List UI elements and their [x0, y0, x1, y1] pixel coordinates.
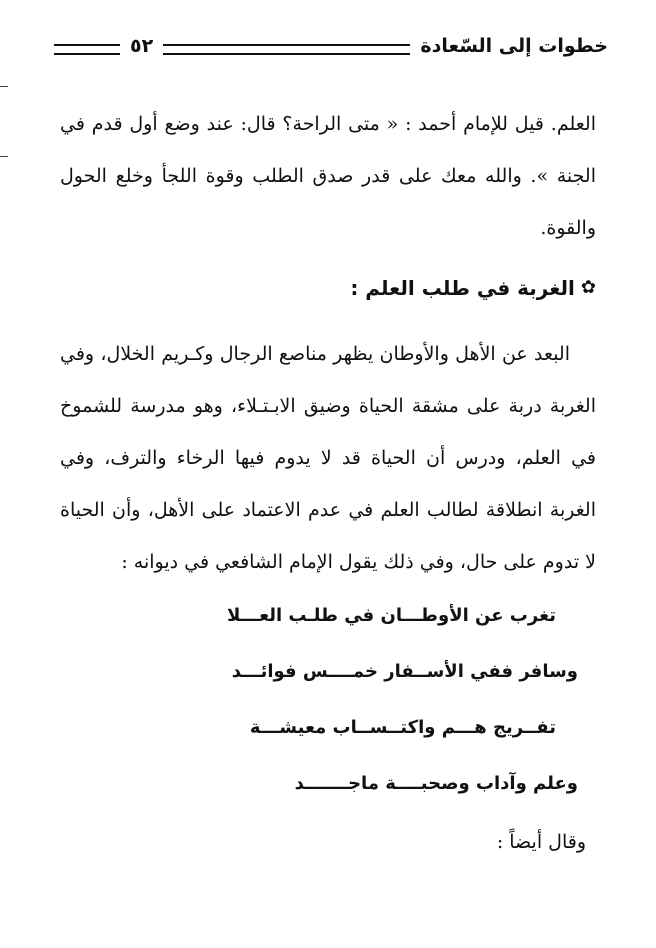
page-content: [60, 98, 596, 868]
poem-verse: تغرب عن الأوطـــان في طلـب العـــلا: [226, 605, 556, 626]
margin-mark: [0, 156, 8, 157]
closing-line: وقال أيضاً :: [496, 831, 586, 853]
header-title: خطوات إلى السّعادة: [420, 35, 608, 57]
header-rule: [54, 44, 120, 55]
poem-verse: وسافر ففي الأســفار خمــــس فوائـــد: [231, 661, 578, 682]
section-heading-text: الغربة في طلب العلم :: [350, 276, 575, 300]
section-heading: [60, 268, 596, 308]
intro-paragraph: العلم. قيل للإمام أحمد : « متى الراحة؟ قال: عند وضع أول قدم في الجنة ». والله معك على قدر صدق الطلب وقوة اللجأ وخلع الحول والقوة.: [60, 113, 596, 239]
running-header: [54, 28, 608, 64]
margin-mark: [0, 86, 8, 87]
poem-verse: تفــريج هـــم واكتــســاب معيشـــة: [249, 717, 556, 738]
page-number: ٥٢: [130, 35, 154, 57]
poem-verse: وعلم وآداب وصحبــــة ماجـــــــد: [294, 773, 578, 794]
flower-bullet-icon: ✿: [580, 277, 596, 298]
section-paragraph: البعد عن الأهل والأوطان يظهر مناصع الرجال وكـريم الخلال، وفي الغربة دربة على مشقة الحياة وضيق الابـتـلاء، وهو مدرسة للشموخ في العلم، ودرس أن الحياة قد لا يدوم فيها الرخاء والترف، وفي الغربة انطلاقة لطالب العلم في عدم الاعتماد على الأهل، وأن الحياة لا تدوم على حال، وفي ذلك يقول الإمام الشافعي في ديوانه :: [60, 343, 596, 573]
poem: [60, 588, 596, 812]
header-rule: [163, 44, 410, 55]
